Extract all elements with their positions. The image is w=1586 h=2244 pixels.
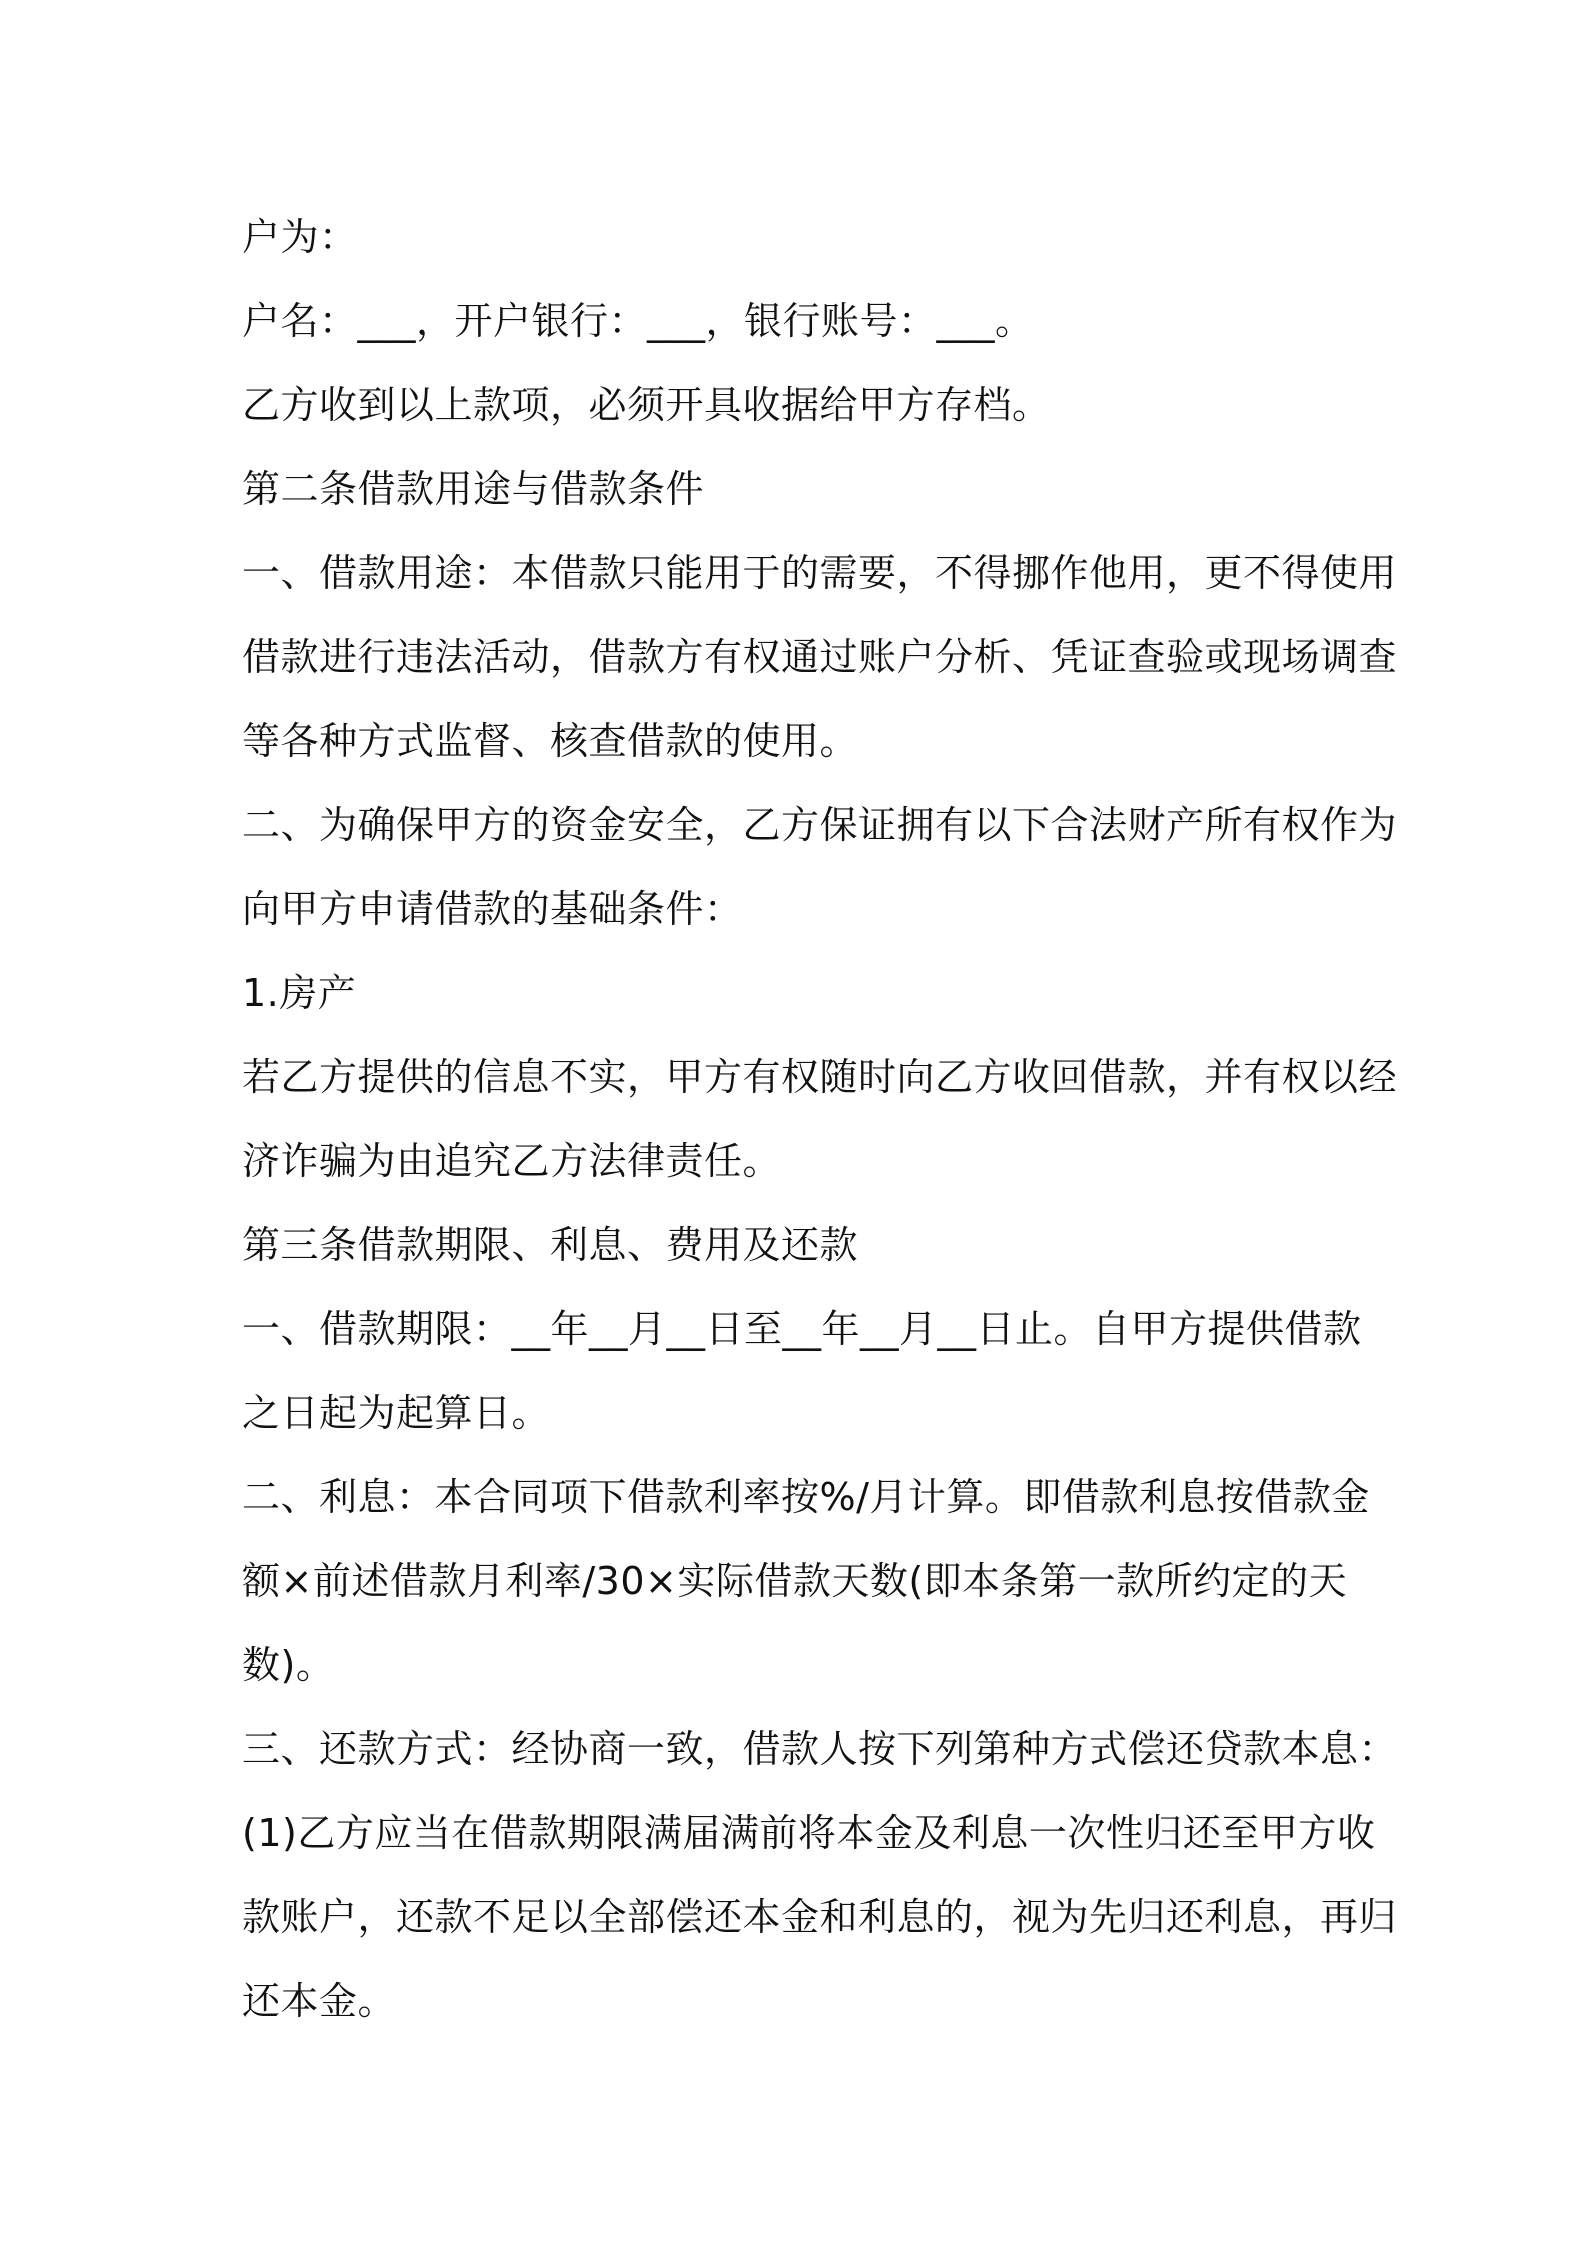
text-line: 若乙方提供的信息不实，甲方有权随时向乙方收回借款，并有权以经 xyxy=(242,1055,1398,1099)
text-line: 一、借款期限：__年__月__日至__年__月__日止。自甲方提供借款 xyxy=(242,1307,1362,1351)
section-heading: 第三条借款期限、利息、费用及还款 xyxy=(242,1223,859,1267)
document-body xyxy=(242,195,1398,2043)
text-line: 户为： xyxy=(242,215,358,259)
text-line: 济诈骗为由追究乙方法律责任。 xyxy=(242,1139,782,1183)
text-line: 1.房产 xyxy=(242,971,357,1015)
text-line: 之日起为起算日。 xyxy=(242,1391,551,1435)
text-line: 还本金。 xyxy=(242,1979,397,2023)
text-line: 户名：___，开户银行：___，银行账号：___。 xyxy=(242,299,1034,343)
text-line: 向甲方申请借款的基础条件： xyxy=(242,887,743,931)
text-line: (1)乙方应当在借款期限满届满前将本金及利息一次性归还至甲方收 xyxy=(242,1811,1376,1855)
text-line: 三、还款方式：经协商一致，借款人按下列第种方式偿还贷款本息： xyxy=(242,1727,1398,1771)
text-line: 额×前述借款月利率/30×实际借款天数(即本条第一款所约定的天 xyxy=(242,1559,1348,1603)
text-line: 款账户，还款不足以全部偿还本金和利息的，视为先归还利息，再归 xyxy=(242,1895,1398,1939)
text-line: 二、为确保甲方的资金安全，乙方保证拥有以下合法财产所有权作为 xyxy=(242,803,1398,847)
text-line: 借款进行违法活动，借款方有权通过账户分析、凭证查验或现场调查 xyxy=(242,635,1398,679)
text-line: 等各种方式监督、核查借款的使用。 xyxy=(242,719,859,763)
text-line: 乙方收到以上款项，必须开具收据给甲方存档。 xyxy=(242,383,1051,427)
text-line: 一、借款用途：本借款只能用于的需要，不得挪作他用，更不得使用 xyxy=(242,551,1398,595)
text-line: 二、利息：本合同项下借款利率按%/月计算。即借款利息按借款金 xyxy=(242,1475,1370,1519)
text-line: 数)。 xyxy=(242,1643,335,1687)
section-heading: 第二条借款用途与借款条件 xyxy=(242,467,705,511)
